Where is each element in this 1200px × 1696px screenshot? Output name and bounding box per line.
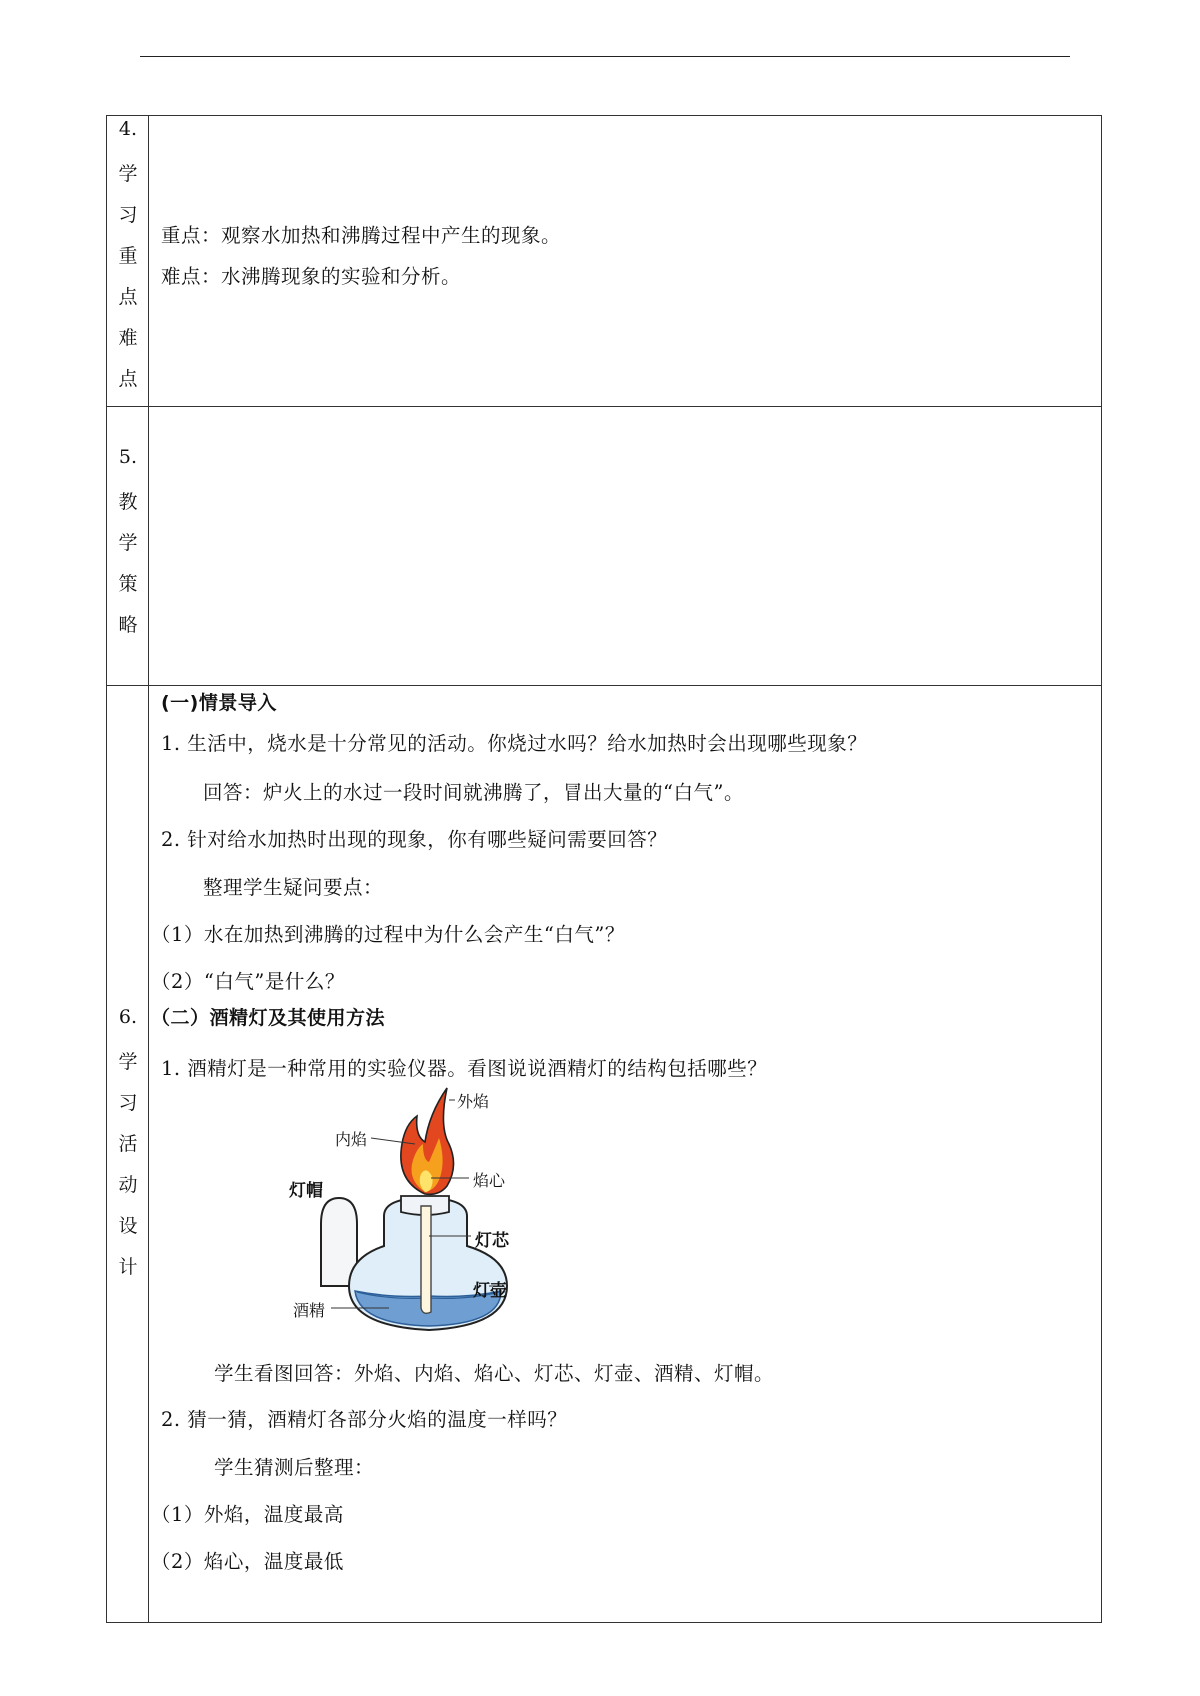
header-rule [140,56,1070,57]
question-4: 2. 猜一猜，酒精灯各部分火焰的温度一样吗？ [161,1408,568,1431]
label-char: 动 [118,1174,138,1196]
label-wick: 灯芯 [475,1231,509,1251]
label-char: 习 [118,1092,138,1114]
question-4-item-1: （1）外焰，温度最高 [151,1503,344,1526]
question-4-sub: 学生猜测后整理： [214,1456,375,1479]
label-char: 4. [118,118,138,140]
label-char: 点 [118,286,138,308]
question-3: 1. 酒精灯是一种常用的实验仪器。看图说说酒精灯的结构包括哪些？ [161,1057,768,1080]
label-char: 习 [118,204,138,226]
label-char: 设 [118,1215,138,1237]
row-content-key-points [149,116,1101,406]
label-char: 教 [118,491,138,513]
row-activity-design [107,686,1101,1622]
label-outer-flame: 外焰 [457,1092,490,1111]
question-1: 1. 生活中，烧水是十分常见的活动。你烧过水吗？给水加热时会出现哪些现象？ [161,732,868,755]
label-inner-flame: 内焰 [335,1130,368,1149]
lesson-plan-table [106,115,1102,1623]
label-flame-core: 焰心 [473,1171,506,1190]
label-pot: 灯壶 [473,1281,507,1301]
label-cap: 灯帽 [289,1181,323,1201]
label-char: 学 [118,163,138,185]
question-2-item-1: （1）水在加热到沸腾的过程中为什么会产生“白气”？ [151,923,625,946]
row-label-key-points [107,116,149,406]
label-char: 重 [118,245,138,267]
label-char: 5. [118,446,138,468]
section-title-intro: (一)情景导入 [161,692,277,714]
section-title-alcohol-lamp: （二）酒精灯及其使用方法 [151,1007,386,1029]
answer-3: 学生看图回答：外焰、内焰、焰心、灯芯、灯壶、酒精、灯帽。 [214,1362,775,1385]
label-char: 学 [118,1051,138,1073]
row-label-activity-design [107,686,149,1622]
key-point-text: 重点：观察水加热和沸腾过程中产生的现象。 [161,224,562,247]
row-key-points [107,116,1101,407]
label-char: 策 [118,573,138,595]
question-4-item-2: （2）焰心，温度最低 [151,1550,344,1573]
question-2-sub: 整理学生疑问要点： [203,876,384,899]
label-char: 点 [118,368,138,390]
answer-1: 回答：炉火上的水过一段时间就沸腾了，冒出大量的“白气”。 [203,781,744,804]
row-label-teaching-strategy [107,407,149,685]
question-2: 2. 针对给水加热时出现的现象，你有哪些疑问需要回答？ [161,828,668,851]
label-char: 学 [118,532,138,554]
difficulty-text: 难点：水沸腾现象的实验和分析。 [161,265,462,288]
label-char: 难 [118,327,138,349]
label-char: 活 [118,1133,138,1155]
label-alcohol: 酒精 [293,1301,326,1320]
label-char: 计 [118,1256,138,1278]
label-char: 6. [118,1006,138,1028]
question-2-item-2: （2）“白气”是什么？ [151,970,345,993]
alcohol-lamp-figure [289,1086,549,1356]
row-content-activity-design [149,686,1101,1622]
label-char: 略 [118,614,138,636]
row-teaching-strategy [107,407,1101,686]
alcohol-lamp-illustration [289,1086,549,1356]
row-content-teaching-strategy [149,407,1101,685]
